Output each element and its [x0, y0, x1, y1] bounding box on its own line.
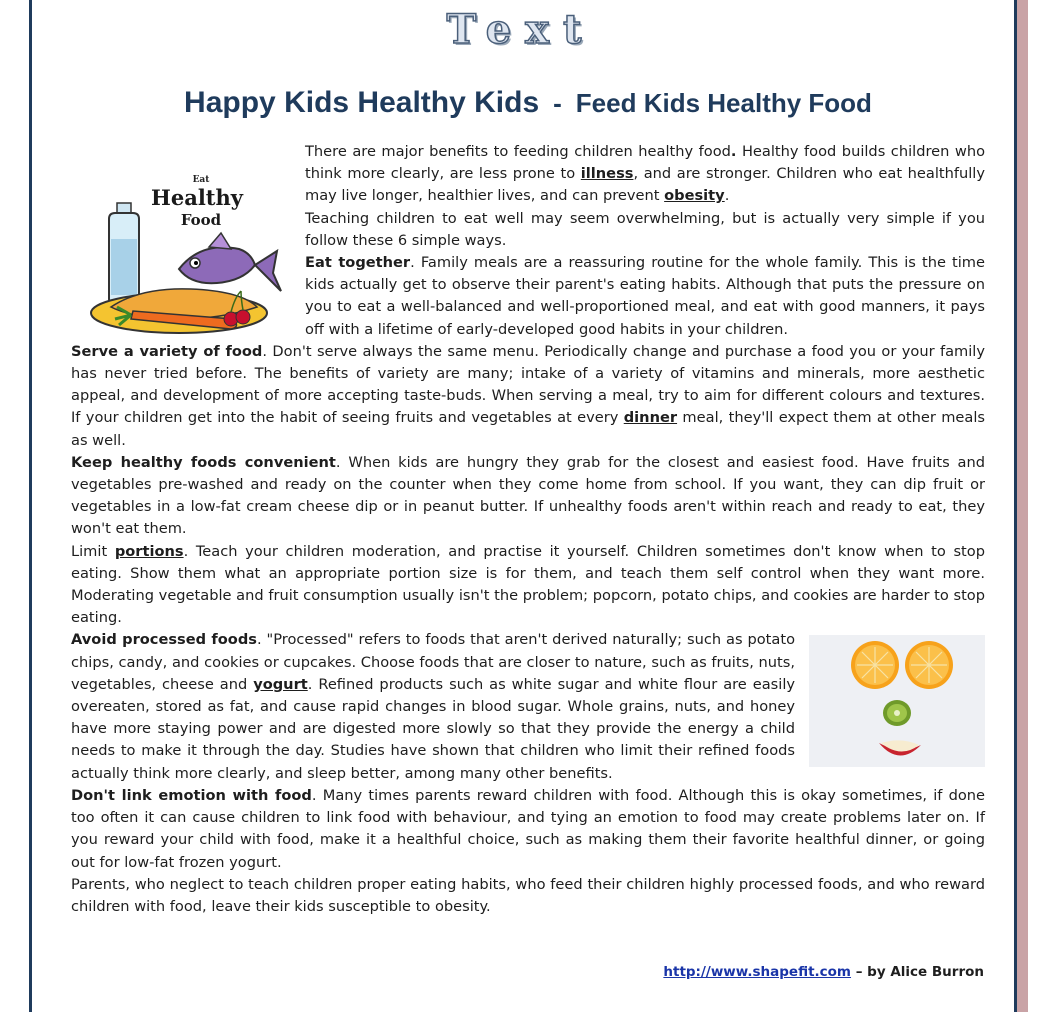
- link-illness[interactable]: illness: [580, 165, 634, 183]
- paragraph-eat-together: Eat together. Family meals are a reassuring routine for the whole family. This is the time kids actually get to observe their parent's eating habits. Although that puts the pressure on you to eat a well-balanced and well-proportioned meal, and eat with good manners, it pays off with a lifetime of early-developed good habits in your children.: [305, 254, 985, 338]
- paragraph-parents: Parents, who neglect to teach children proper eating habits, who feed their children highly processed foods, and who reward children with food, leave their kids susceptible to obesity.: [71, 875, 985, 915]
- keyword-processed: Avoid processed foods: [71, 631, 257, 649]
- keyword-emotion: Don't link emotion with food: [71, 786, 312, 804]
- title-separator: -: [553, 88, 562, 118]
- illustration-label-healthy: Healthy: [151, 185, 243, 210]
- fruit-face-image: [809, 635, 985, 767]
- paragraph-intro: There are major benefits to feeding children healthy food. Eat Healthy Food Healthy food builds children who think more clearly, are less prone to illness, and are stronger. Children who eat healthfully may live longer, healthier lives, and can prevent obesity.: [71, 141, 985, 208]
- link-obesity[interactable]: obesity: [664, 187, 725, 205]
- healthy-food-clipart: [71, 141, 293, 337]
- paragraph-processed: Avoid processed foods. "Processed" refers to foods that aren't derived naturally; such as potato chips, candy, and cookies or cupcakes. Choose foods that are closer to nature, such as fruits, nuts, vegetables, cheese and yogurt. Refined products such as white sugar and white flour are easily overeaten, stored as fat, and cause rapid changes in blood sugar. Whole grains, nuts, and honey have more staying power and are digested more slowly so that they provide the energy a child needs to make it through the day. Studies have shown that children who limit their refined foods actually think more clearly, and sleep better, among many other benefits.: [71, 629, 985, 784]
- link-dinner[interactable]: dinner: [623, 409, 678, 427]
- link-yogurt[interactable]: yogurt: [253, 675, 308, 693]
- keyword-convenient: Keep healthy foods convenient: [71, 453, 336, 471]
- fruit-face-photo: [809, 635, 985, 767]
- page-title: [0, 86, 1042, 120]
- paragraph-emotion: Don't link emotion with food. Many times parents reward children with food. Although this is okay sometimes, if done too often it can cause children to link food with behaviour, and tying an emotion to food may create problems later on. If you reward your child with food, make it a healthful choice, such as making them their favorite healthful dinner, or going out for low-fat frozen yogurt.: [71, 786, 986, 871]
- illustration-label-food: Food: [180, 211, 222, 229]
- article-body: [71, 141, 985, 918]
- link-portions[interactable]: portions: [114, 542, 184, 560]
- title-sub: Feed Kids Healthy Food: [575, 88, 872, 118]
- page-border-shadow: [1017, 0, 1028, 1012]
- paragraph-variety: Serve a variety of food. Don't serve always the same menu. Periodically change and purchase a food you or your family has never tried before. The benefits of variety are many; intake of a variety of vitamins and minerals, more aesthetic appeal, and development of more accepting taste-buds. When serving a meal, try to aim for different colours and textures. If your children get into the habit of seeing fruits and vegetables at every dinner meal, they'll expect them at other meals as well.: [71, 342, 986, 449]
- title-main: Happy Kids Healthy Kids: [184, 86, 540, 119]
- paragraph-convenient: Keep healthy foods convenient. When kids are hungry they grab for the closest and easiest food. Have fruits and vegetables pre-washed and ready on the counter when they come home from school. If you want, they can dip fruit or vegetables in a low-fat cream cheese dip or in peanut butter. If unhealthy foods aren't within reach and ready to eat, they won't eat them.: [71, 453, 985, 538]
- page-border-left: [29, 0, 32, 1012]
- healthy-food-illustration: [71, 141, 293, 337]
- keyword-variety: Serve a variety of food: [71, 342, 263, 360]
- illustration-label-eat: Eat: [192, 175, 210, 185]
- source-link[interactable]: http://www.shapefit.com: [663, 964, 852, 980]
- keyword-eat-together: Eat together: [305, 254, 411, 272]
- paragraph-portions: Limit portions. Teach your children moderation, and practise it yourself. Children sometimes don't know when to stop eating. Show them what an appropriate portion size is for them, and teach them self control when they want more. Moderating vegetable and fruit consumption usually isn't the problem; popcorn, potato chips, and cookies are harder to stop eating.: [71, 542, 985, 627]
- paragraph-teaching: Teaching children to eat well may seem overwhelming, but is actually very simple if you follow these 6 simple ways.: [305, 209, 985, 249]
- section-heading: Text: [446, 6, 596, 53]
- author-credit: by Alice Burron: [867, 964, 984, 980]
- source-credit: http://www.shapefit.com – by Alice Burron: [663, 964, 984, 980]
